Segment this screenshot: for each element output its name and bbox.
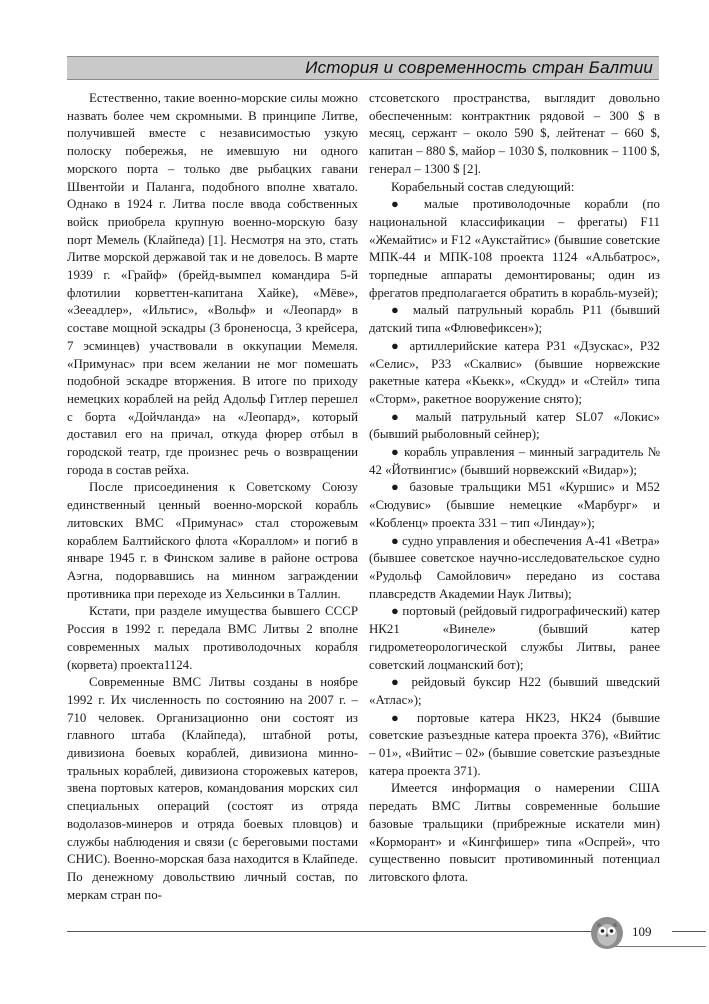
list-item: ● малый патрульный корабль P11 (бывший датский типа «Флювефиксен»); [369,303,660,336]
footer-line-bottom [610,946,706,947]
list-item: ● судно управления и обеспечения А-41 «Ветра» (бывшее советское научно-исследовательское судно «Рудольф Самойлович» передано из состава плавсредств Академии Наук Литвы); [369,533,660,601]
footer-rule [67,931,595,932]
paragraph: Корабельный состав следующий: [391,179,575,194]
list-item: ● портовый (рейдовый гидрографический) катер НК21 «Винеле» (бывший катер гидрометеорологической службы Литвы, ранее советский лоцманский бот); [369,604,660,672]
paragraph: Естественно, такие военно-морские силы можно назвать более чем скромными. В принципе Литве, получившей вместе с независимостью узкую полоску побережья, не имевшую ни одного морского порта – только две рыбацких гавани Швентойи и Паланга, подобного вполне хватало. Однако в 1924 г. Литва после ввода собственных войск приобрела крупную военно-морскую базу порт Мемель (Клайпеда) [1]. Несмотря на это, стать Литве морской державой так и не довелось. В марте 1939 г. «Грайф» (брейд-вымпел командира 5-й флотилии корветтен-капитана Хайке), «Мёве», «Зееадлер», «Ильтис», «Вольф» и «Леопард» в составе мощной эскадры (3 броненосца, 3 крейсера, 7 эсминцев) участвовали в оккупации Мемеля. «Примунас» при всем желании не мог помешать подобной эскадре вторжения. В итоге по приходу немецких кораблей на рейд Адольф Гитлер перешел с борта «Дойчланда» на «Леопард», который доставил его на причал, откуда фюрер отбыл в городской театр, где произнес речь о возвращении города в состав рейха. [67,91,358,477]
paragraph: Современные ВМС Литвы созданы в ноябре 1992 г. Их численность по состоянию на 2007 г. – 710 человек. Организационно они состоят из главного штаба (Клайпеда), штабной роты, дивизиона боевых кораблей, дивизиона минно-тральных кораблей, дивизиона сторожевых катеров, звена портовых катеров, командования морских сил специальных операций (состоят из отряда водолазов-минеров и отряда боевых пловцов) и службы наблюдения и связи (с береговыми постами СНИС). Военно-морская база находится в Клайпеде. По денежному довольствию личный состав, по меркам стран по- [67,675,358,902]
page-number: 109 [632,924,652,939]
list-item: ● малый патрульный катер SL07 «Локис» (бывший рыболовный сейнер); [369,409,660,442]
list-item: ● малые противолодочные корабли (по национальной классификации – фрегаты) F11 «Жемайтис» и F12 «Аукстайтис» (бывшие советские МПК-44 и МПК-108 проекта 1124 «Альбатрос», торпедные аппараты демонтированы; один из фрегатов предполагается обратить в корабль-музей); [369,197,660,300]
list-item: ● корабль управления – минный заградитель № 42 «Йотвингис» (бывший норвежский «Видар»); [369,445,660,477]
paragraph: После присоединения к Советскому Союзу единственный ценный военно-морской корабль литовских ВМС «Примунас» стал сторожевым кораблем Балтийского флота «Кораллом» и погиб в январе 1945 г. в Финском заливе в районе острова Аэгна, подорвавшись на минном заграждении противника при переходе из Хельсинки в Таллин. [67,480,358,601]
right-text-column [369,90,660,887]
owl-emblem-icon [590,916,624,950]
list-item: ● базовые тральщики M51 «Куршис» и M52 «Сюдувис» (бывшие немецкие «Марбург» и «Кобленц» проекта 331 – тип «Линдау»); [369,480,660,530]
list-item: ● артиллерийские катера P31 «Дзускас», P32 «Селис», P33 «Скалвис» (бывшие норвежские ракетные катера «Кьекк», «Скудд» и «Стейл» типа «Сторм», ракетное вооружение снято); [369,338,660,406]
paragraph: Имеется информация о намерении США передать ВМС Литвы современные большие базовые тральщики (прибрежные искатели мин) «Корморант» и «Кингфишер» типа «Оспрей», что существенно повысит противоминный потенциал литовского флота. [369,781,660,884]
paragraph: Кстати, при разделе имущества бывшего СССР Россия в 1992 г. передала ВМС Литвы 2 вполне современных малых противолодочных корабля (корвета) проекта1124. [67,604,358,672]
left-text-column [67,90,358,904]
running-header-bar [67,56,659,80]
list-item: ● рейдовый буксир Н22 (бывший шведский «Атлас»); [369,675,660,707]
footer-rule-right [672,931,706,932]
list-item: ● портовые катера НК23, НК24 (бывшие советские разъездные катера проекта 376), «Вийтис – 01», «Вийтис – 02» (бывшие советские разъездные катера проекта 371). [369,710,660,778]
paragraph-continued: стсоветского пространства, выглядит довольно обеспеченным: контрактник рядовой – 300 $ в месяц, сержант – около 590 $, лейтенат – 660 $, капитан – 880 $, майор – 1030 $, полковник – 1100 $, генерал – 1300 $ [2]. [369,91,660,176]
running-header-title: История и современность стран Балтии [305,58,653,77]
